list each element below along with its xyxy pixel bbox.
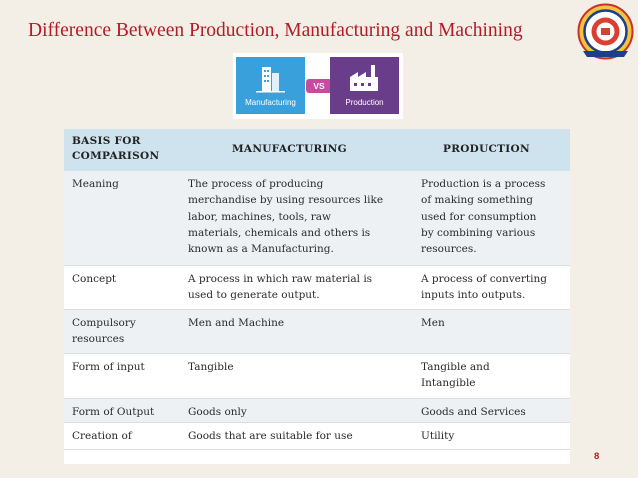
cell-line: A process of converting [421,273,547,285]
table-cell-production [421,315,567,331]
cell-line: Compulsory [72,317,136,329]
table-cell-production [421,271,567,304]
cell-line: Goods only [188,406,247,418]
comparison-table [64,129,570,464]
cell-line: of making something [421,194,534,207]
factory-icon [330,59,399,99]
slide-title: Difference Between Production, Manufacturing and Machining [28,20,523,41]
table-row [64,399,570,423]
header-production: PRODUCTION [443,143,530,155]
cell-line: A process in which raw material is [188,273,373,285]
cell-line: Goods that are suitable for use [188,430,353,442]
buildings-icon [236,59,305,99]
cell-line: Form of input [72,361,145,373]
cell-line: known as a Manufacturing. [188,243,334,256]
table-cell-basis [72,176,182,192]
university-seal-icon [577,3,634,60]
table-cell-production [421,359,567,392]
table-row [64,310,570,354]
table-cell-manufacturing [188,176,414,257]
table-cell-manufacturing [188,315,414,331]
cell-line: Meaning [72,178,119,190]
table-cell-basis [72,428,182,444]
cell-line: by combining various [421,226,536,239]
header-basis [72,134,159,164]
production-tile [330,57,399,114]
table-cell-production [421,176,567,257]
table-row [64,266,570,310]
table-cell-basis [72,359,182,375]
table-cell-basis [72,271,182,287]
cell-line: inputs into outputs. [421,289,526,302]
cell-line: used for consumption [421,210,537,223]
cell-line: Form of Output [72,406,155,418]
cell-line: The process of producing [188,178,324,190]
cell-line: Concept [72,273,117,285]
table-cell-basis [72,315,182,348]
header-basis-line: COMPARISON [72,150,160,162]
cell-line: Goods and Services [421,406,526,418]
cell-line: used to generate output. [188,289,320,302]
row-divider [64,449,570,450]
header-manufacturing: MANUFACTURING [232,143,347,155]
vs-badge: VS [306,79,332,93]
table-row [64,354,570,399]
table-cell-production [421,428,567,444]
table-cell-basis [72,404,182,420]
manufacturing-label: Manufacturing [245,98,296,107]
manufacturing-vs-production-banner [233,53,403,119]
cell-line: Creation of [72,430,132,442]
table-row [64,171,570,266]
production-label: Production [345,98,384,107]
header-basis-line: BASIS FOR [72,135,141,147]
table-cell-manufacturing [188,428,414,444]
cell-line: Men [421,317,445,329]
cell-line: Production is a process [421,178,546,190]
table-cell-production [421,404,567,420]
cell-line: Men and Machine [188,317,285,329]
cell-line: merchandise by using resources like [188,194,384,207]
table-cell-manufacturing [188,359,414,375]
cell-line: resources. [421,243,477,256]
cell-line: Tangible [188,361,234,373]
cell-line: Utility [421,430,455,442]
cell-line: materials, chemicals and others is [188,226,371,239]
cell-line: resources [72,333,125,346]
manufacturing-tile [236,57,305,114]
table-header [64,129,570,171]
table-row [64,423,570,450]
table-cell-manufacturing [188,404,414,420]
page-number: 8 [594,451,600,462]
cell-line: Intangible [421,377,476,390]
cell-line: labor, machines, tools, raw [188,210,332,223]
cell-line: Tangible and [421,361,490,373]
table-cell-manufacturing [188,271,414,304]
